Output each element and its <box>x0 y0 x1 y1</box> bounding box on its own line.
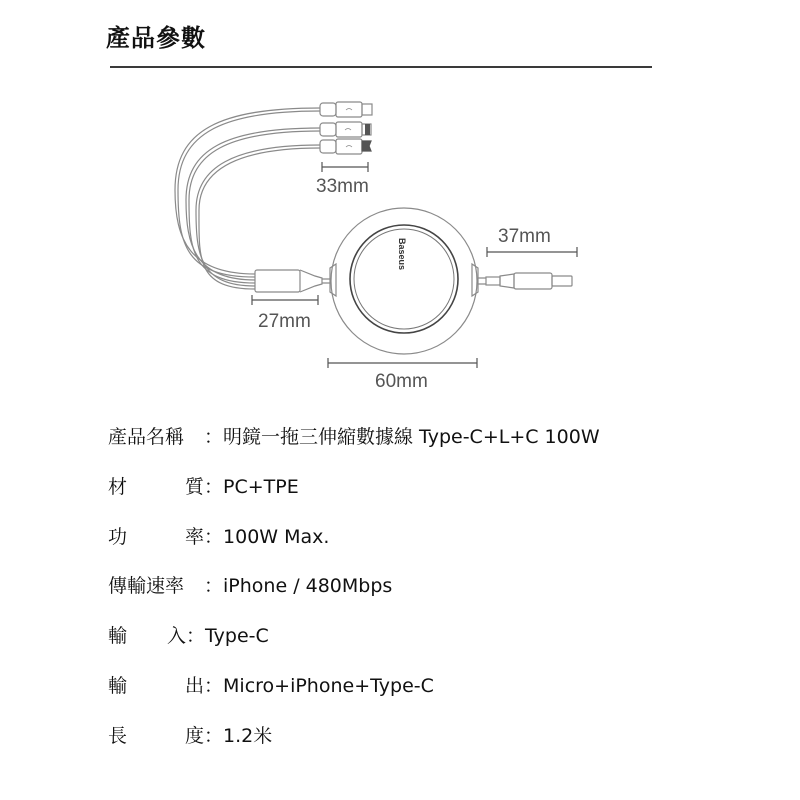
cable-bundle <box>175 108 320 289</box>
spec-label: 輸 出 <box>108 675 204 697</box>
spec-row-transfer-rate <box>108 571 392 601</box>
spec-label: 材 質 <box>108 476 204 498</box>
spec-separator: ： <box>204 476 224 498</box>
spec-separator: ： <box>204 675 224 697</box>
spec-label: 傳輸速率 <box>108 575 185 597</box>
spec-label: 產品名稱 <box>108 426 185 448</box>
spec-separator: ： <box>204 725 224 747</box>
spec-value: 1.2米 <box>223 725 273 747</box>
dimension-lines <box>252 162 577 368</box>
spec-value: 100W Max. <box>223 526 330 548</box>
dim-splitter-length: 27mm <box>258 311 311 332</box>
connector-lightning-icon <box>320 122 371 137</box>
spec-row-power <box>108 522 329 552</box>
spec-row-material <box>108 472 299 502</box>
spec-row-product-name <box>108 422 600 452</box>
spec-label: 長 度 <box>108 725 204 747</box>
dim-input-plug-length: 37mm <box>498 226 551 247</box>
spec-value: iPhone / 480Mbps <box>223 575 393 597</box>
dim-connector-length: 33mm <box>316 176 369 197</box>
spec-value: Type-C <box>205 625 269 647</box>
spec-value: 明鏡一拖三伸縮數據線 Type-C+L+C 100W <box>223 426 600 448</box>
spec-row-length <box>108 721 272 751</box>
spec-separator: ： <box>204 575 224 597</box>
spec-label: 輸 入 <box>108 625 186 647</box>
splitter-icon <box>255 270 330 292</box>
spec-value: Micro+iPhone+Type-C <box>223 675 434 697</box>
retractable-body-icon <box>330 208 478 354</box>
spec-row-output <box>108 671 434 701</box>
spec-value: PC+TPE <box>223 476 299 498</box>
spec-separator: ： <box>204 426 224 448</box>
page-title: 產品參數 <box>106 24 206 52</box>
spec-row-input <box>108 621 269 651</box>
connector-micro-icon <box>320 102 372 117</box>
brand-mark: Baseus <box>397 238 407 271</box>
connector-type-c-icon <box>320 139 371 154</box>
spec-separator: ： <box>204 526 224 548</box>
spec-label: 功 率 <box>108 526 204 548</box>
spec-separator: ： <box>186 625 206 647</box>
dim-body-diameter: 60mm <box>375 371 428 392</box>
input-plug-icon <box>478 273 572 289</box>
